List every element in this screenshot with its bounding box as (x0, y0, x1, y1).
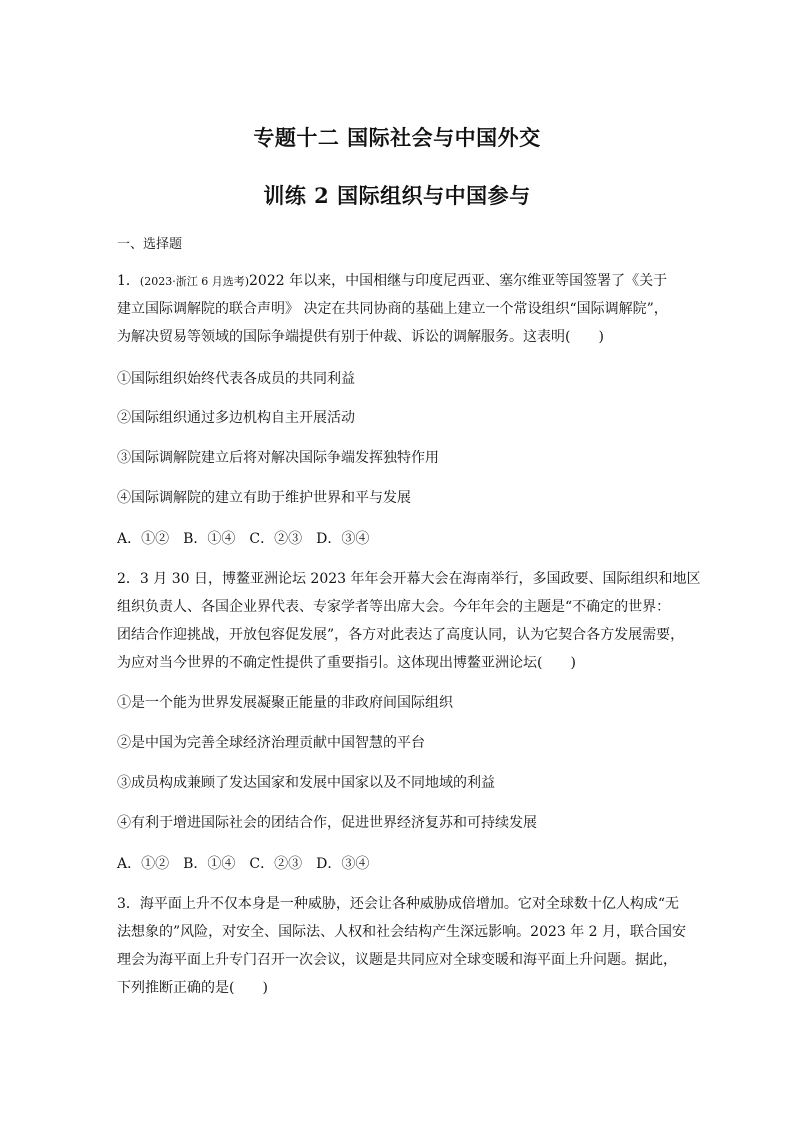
question-1-line-1 (117, 271, 687, 292)
question-1-option-2: ②国际组织通过多边机构自主开展活动 (117, 410, 355, 426)
question-2-line-1: 2．3 月 30 日，博鳌亚洲论坛 2023 年年会开幕大会在海南举行，多国政要、国际组织和地区 (117, 571, 701, 587)
question-2-choices: A．①② B．①④ C．②③ D．③④ (117, 856, 370, 872)
question-2-line-4: 为应对当今世界的不确定性提供了重要指引。这体现出博鳌亚洲论坛( ) (117, 655, 576, 671)
question-2-option-4: ④有利于增进国际社会的团结合作，促进世界经济复苏和可持续发展 (117, 815, 537, 831)
question-2-option-1: ①是一个能为世界发展凝聚正能量的非政府间国际组织 (117, 695, 453, 711)
question-1-line-3: 为解决贸易等领域的国际争端提供有别于仲裁、诉讼的调解服务。这表明( ) (117, 329, 604, 345)
question-3-line-1: 3．海平面上升不仅本身是一种威胁，还会让各种威胁成倍增加。它对全球数十亿人构成“无 (117, 896, 680, 912)
question-2-option-2: ②是中国为完善全球经济治理贡献中国智慧的平台 (117, 735, 425, 751)
question-2-option-3: ③成员构成兼顾了发达国家和发展中国家以及不同地域的利益 (117, 775, 495, 791)
question-1-option-1: ①国际组织始终代表各成员的共同利益 (117, 371, 355, 387)
question-1-source: (2023·浙江 6 月选考) (139, 275, 249, 288)
question-1-choices: A．①② B．①④ C．②③ D．③④ (117, 531, 370, 547)
question-3-line-2: 法想象的”风险，对安全、国际法、人权和社会结构产生深远影响。2023 年 2 月，联合国安 (117, 924, 687, 940)
question-1-text-1: 2022 年以来，中国相继与印度尼西亚、塞尔维亚等国签署了《关于 (249, 273, 668, 289)
training-title: 训练 2 国际组织与中国参与 (263, 183, 531, 208)
question-2-line-3: 团结合作迎挑战，开放包容促发展”，各方对此表达了高度认同，认为它契合各方发展需要， (117, 627, 685, 643)
question-2-line-2: 组织负责人、各国企业界代表、专家学者等出席大会。今年年会的主题是“不确定的世界： (117, 599, 671, 615)
section-heading: 一、选择题 (117, 237, 183, 252)
question-1-option-4: ④国际调解院的建立有助于维护世界和平与发展 (117, 490, 411, 506)
question-1-number: 1． (117, 273, 140, 289)
question-1-option-3: ③国际调解院建立后将对解决国际争端发挥独特作用 (117, 450, 439, 466)
question-3-line-4: 下列推断正确的是( ) (117, 980, 268, 996)
question-1-line-2: 建立国际调解院的联合声明》 决定在共同协商的基础上建立一个常设组织“国际调解院”， (117, 301, 668, 317)
question-3-line-3: 理会为海平面上升专门召开一次会议，议题是共同应对全球变暖和海平面上升问题。据此， (117, 952, 677, 968)
topic-title: 专题十二 国际社会与中国外交 (253, 125, 541, 150)
